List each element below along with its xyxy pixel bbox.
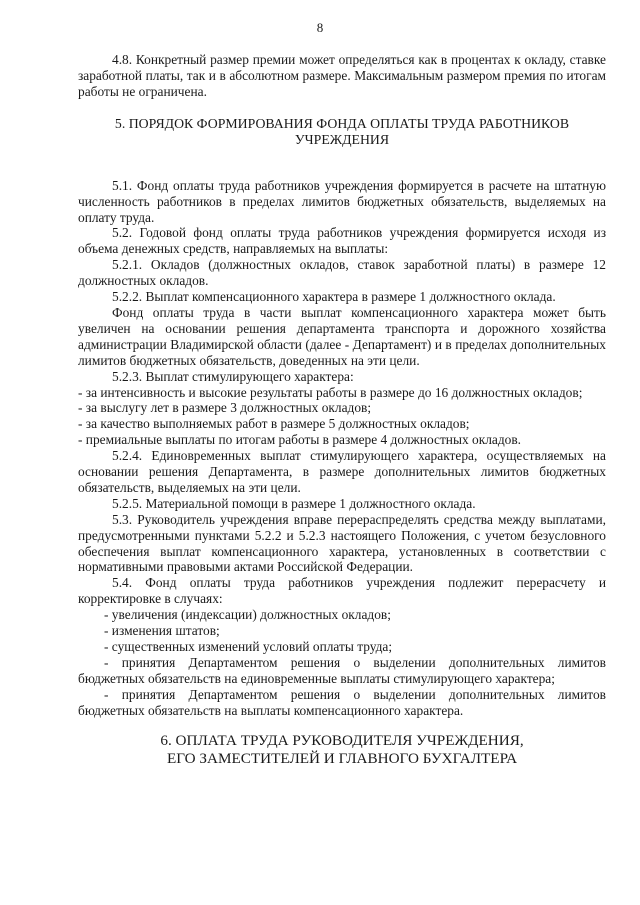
list-item: - за качество выполняемых работ в размере 5 должностных окладов;	[78, 416, 470, 432]
paragraph-5-2-1: 5.2.1. Окладов (должностных окладов, ставок заработной платы) в размере 12 должностных окладов.	[78, 257, 606, 289]
section-6-title	[78, 732, 606, 768]
page-number: 8	[316, 20, 324, 35]
list-item: - за интенсивность и высокие результаты работы в размере до 16 должностных окладов;	[78, 384, 583, 400]
paragraph-5-2-2: 5.2.2. Выплат компенсационного характера в размере 1 должностного оклада.	[112, 289, 556, 305]
paragraph-5-2-3: 5.2.3. Выплат стимулирующего характера:	[112, 368, 354, 384]
paragraph-5-2-2-note: Фонд оплаты труда в части выплат компенсационного характера может быть увеличен на основании решения департамента транспорта и дорожного хозяйства администрации Владимирской области (далее - Департамент) и в пределах дополнительных лимитов бюджетных обязательств, доведенных на эти цели.	[78, 304, 606, 368]
paragraph-5-4: 5.4. Фонд оплаты труда работников учреждения подлежит перерасчету и корректировке в случаях:	[78, 575, 606, 607]
list-5-2-3	[78, 385, 606, 449]
paragraph-5-3: 5.3. Руководитель учреждения вправе перераспределять средства между выплатами, предусмотренными пунктами 5.2.2 и 5.2.3 настоящего Положения, с учетом безусловного обеспечения выплат компенсационного характера, установленных в соответствии с нормативными правовыми актами Российской Федерации.	[78, 511, 606, 575]
section-6-title-line-2: ЕГО ЗАМЕСТИТЕЛЕЙ И ГЛАВНОГО БУХГАЛТЕРА	[166, 749, 518, 767]
section-6-title-line-1: 6. ОПЛАТА ТРУДА РУКОВОДИТЕЛЯ УЧРЕЖДЕНИЯ,	[160, 731, 524, 749]
list-item: - изменения штатов;	[104, 623, 220, 639]
paragraph-5-2-4: 5.2.4. Единовременных выплат стимулирующего характера, осуществляемых на основании решения Департамента, в размере дополнительных лимитов бюджетных обязательств, выделяемых на эти цели.	[78, 448, 606, 495]
paragraph-4-8: 4.8. Конкретный размер премии может определяться как в процентах к окладу, ставке заработной платы, так и в абсолютном размере. Максимальным размером премия по итогам работы не ограничена.	[78, 52, 606, 99]
list-item: - увеличения (индексации) должностных окладов;	[104, 607, 391, 623]
document-body	[78, 52, 606, 768]
list-item: - принятия Департаментом решения о выделении дополнительных лимитов бюджетных обязательств на единовременные выплаты стимулирующего характера;	[78, 654, 606, 686]
list-item: - премиальные выплаты по итогам работы в размере 4 должностных окладов.	[78, 432, 522, 448]
paragraph-5-2-5: 5.2.5. Материальной помощи в размере 1 должностного оклада.	[112, 495, 476, 511]
paragraph-5-2: 5.2. Годовой фонд оплаты труда работников учреждения формируется исходя из объема денежных средств, направляемых на выплаты:	[78, 225, 606, 257]
paragraph-5-1: 5.1. Фонд оплаты труда работников учреждения формируется в расчете на штатную численность работников в пределах лимитов бюджетных обязательств, выделяемых на оплату труда.	[78, 177, 606, 225]
section-5-title: 5. ПОРЯДОК ФОРМИРОВАНИЯ ФОНДА ОПЛАТЫ ТРУДА РАБОТНИКОВ УЧРЕЖДЕНИЯ	[114, 115, 570, 147]
list-5-4	[78, 607, 606, 718]
list-item: - за выслугу лет в размере 3 должностных окладов;	[78, 400, 372, 416]
list-item: - существенных изменений условий оплаты труда;	[104, 639, 393, 654]
list-item: - принятия Департаментом решения о выделении дополнительных лимитов бюджетных обязательств на выплаты компенсационного характера.	[78, 686, 606, 718]
